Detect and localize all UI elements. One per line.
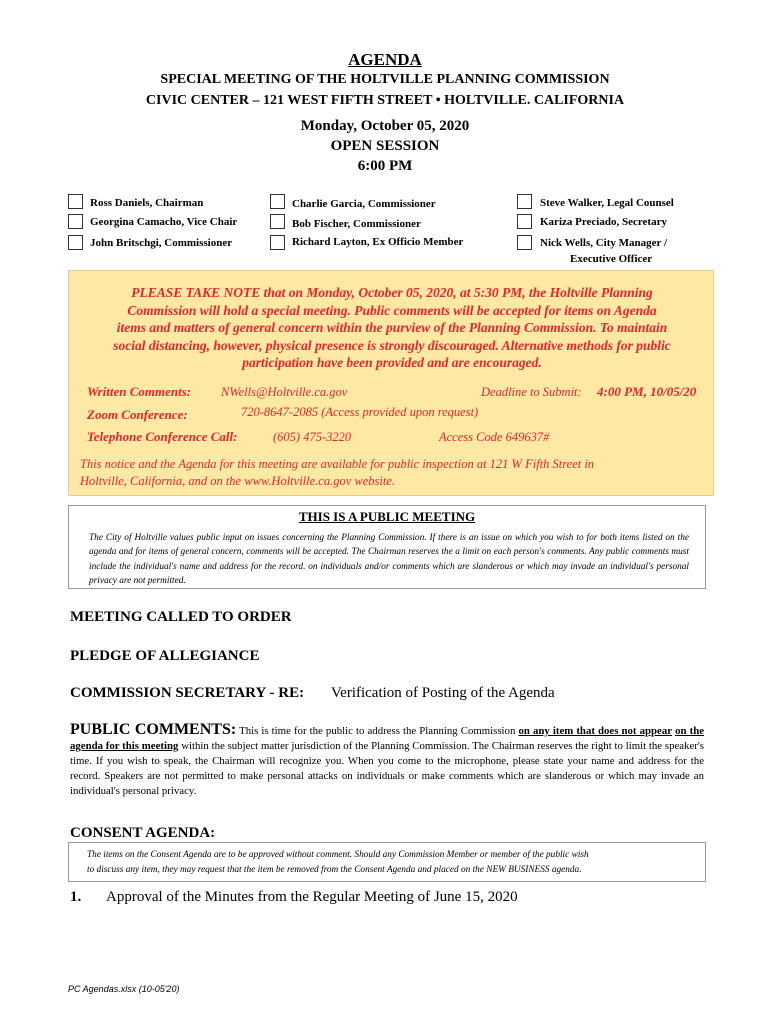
roll-name: Bob Fischer, Commissioner bbox=[292, 218, 421, 230]
public-comments-rest: within the subject matter jurisdiction of the Planning Commission. The Chairman reserves the right to limit the speaker's time. If you wish to speak, the Chairman will recognize you. When you come to the microphone, please state your name and address for the record. Speakers are not permitted to make personal attacks on individuals or make comments which are slanderous or which may invade an individual's personal privacy. bbox=[70, 740, 704, 797]
consent-agenda-text bbox=[87, 848, 687, 877]
public-comments-heading: PUBLIC COMMENTS: bbox=[70, 721, 237, 738]
roll-checkbox-fischer[interactable] bbox=[270, 214, 285, 229]
public-comments-emphasis: on the agenda for this meeting bbox=[70, 725, 705, 752]
meeting-date: Monday, October 05, 2020 bbox=[300, 118, 470, 134]
access-code: Access Code 649637# bbox=[439, 430, 550, 444]
roll-checkbox-garcia[interactable] bbox=[270, 194, 285, 209]
secretary-item: Verification of Posting of the Agenda bbox=[331, 685, 555, 701]
roll-name: Charlie Garcia, Commissioner bbox=[292, 198, 436, 210]
roll-name: Richard Layton, Ex Officio Member bbox=[292, 236, 464, 248]
phone-label: Telephone Conference Call: bbox=[87, 429, 238, 444]
deadline-label: Deadline to Submit: bbox=[481, 385, 582, 399]
roll-name: Nick Wells, City Manager / bbox=[540, 237, 668, 249]
notice-line: participation have been provided and are encouraged. bbox=[242, 355, 542, 371]
roll-name: Ross Daniels, Chairman bbox=[90, 197, 204, 209]
session-label: OPEN SESSION bbox=[330, 138, 440, 154]
roll-checkbox-daniels[interactable] bbox=[68, 194, 83, 209]
availability-note bbox=[80, 456, 710, 490]
section-pledge: PLEDGE OF ALLEGIANCE bbox=[70, 648, 260, 664]
zoom-value: 720-8647-2085 (Access provided upon request) bbox=[241, 405, 479, 419]
agenda-item-number: 1. bbox=[70, 889, 82, 905]
roll-name: Georgina Camacho, Vice Chair bbox=[90, 216, 238, 228]
section-called-to-order: MEETING CALLED TO ORDER bbox=[70, 609, 292, 625]
deadline-value: 4:00 PM, 10/05/20 bbox=[597, 384, 697, 399]
meeting-subtitle: SPECIAL MEETING OF THE HOLTVILLE PLANNING COMMISSION bbox=[160, 72, 610, 87]
notice-paragraph bbox=[84, 284, 700, 372]
roll-checkbox-wells[interactable] bbox=[517, 235, 532, 250]
written-comments-label: Written Comments: bbox=[87, 384, 192, 399]
consent-line: to discuss any item, they may request that the item be removed from the Consent Agenda and placed on the NEW BUSINESS agenda. bbox=[87, 864, 582, 875]
public-comments-intro: This is time for the public to address the Planning Commission bbox=[239, 725, 516, 737]
roll-name: Kariza Preciado, Secretary bbox=[540, 216, 667, 228]
zoom-label: Zoom Conference: bbox=[87, 407, 188, 422]
roll-checkbox-preciado[interactable] bbox=[517, 214, 532, 229]
notice-line: PLEASE TAKE NOTE that on Monday, October 05, 2020, at 5:30 PM, the Holtville Planning bbox=[131, 285, 653, 300]
public-meeting-box bbox=[68, 505, 706, 589]
notice-line: social distancing, however, physical presence is strongly discouraged. Alternative methods for public bbox=[113, 337, 671, 353]
roll-checkbox-layton[interactable] bbox=[270, 235, 285, 250]
availability-line: Holtville, California, and on the www.Holtville.ca.gov website. bbox=[80, 474, 396, 488]
public-comments bbox=[70, 722, 704, 799]
roll-name: John Britschgi, Commissioner bbox=[90, 237, 233, 249]
roll-checkbox-walker[interactable] bbox=[517, 194, 532, 209]
meeting-time: 6:00 PM bbox=[357, 158, 413, 174]
consent-agenda-box bbox=[68, 842, 706, 882]
consent-line: The items on the Consent Agenda are to be approved without comment. Should any Commission Member or member of the public wish bbox=[87, 850, 589, 860]
consent-agenda-heading: CONSENT AGENDA: bbox=[70, 825, 216, 841]
section-secretary: COMMISSION SECRETARY - RE: bbox=[70, 685, 305, 701]
roll-checkbox-britschgi[interactable] bbox=[68, 235, 83, 250]
meeting-location: CIVIC CENTER – 121 WEST FIFTH STREET • HOLTVILLE. CALIFORNIA bbox=[145, 93, 625, 108]
roll-checkbox-camacho[interactable] bbox=[68, 214, 83, 229]
public-meeting-text: The City of Holtville values public input on issues concerning the Planning Commission. If there is an issue on which you wish to for both items listed on the agenda and for items of general concern, comments will be accepted. The Chairman reserves the a limit on each person's comments. Any public comments must include the individual's name and address for the record. on individuals and/or comments which are slanderous or which may invade an individual's personal privacy are not permitted. bbox=[89, 533, 689, 586]
availability-line: This notice and the Agenda for this meeting are available for public inspection at 121 W Fifth Street in bbox=[80, 457, 595, 471]
public-comments-emphasis: on any item that does not appear bbox=[518, 725, 673, 737]
page-title: AGENDA bbox=[348, 50, 422, 69]
phone-value: (605) 475-3220 bbox=[273, 430, 352, 444]
roll-name: Steve Walker, Legal Counsel bbox=[540, 197, 674, 209]
roll-name-continued: Executive Officer bbox=[570, 253, 653, 265]
public-meeting-title: THIS IS A PUBLIC MEETING bbox=[298, 509, 476, 524]
notice-line: items and matters of general concern within the purview of the Planning Commission. To maintain bbox=[116, 320, 668, 336]
agenda-item-text: Approval of the Minutes from the Regular Meeting of June 15, 2020 bbox=[106, 889, 518, 905]
footer-filename: PC Agendas.xlsx (10-05'20) bbox=[68, 984, 180, 994]
notice-line: Commission will hold a special meeting. Public comments will be accepted for items on Agenda bbox=[127, 302, 657, 318]
written-comments-email[interactable]: NWells@Holtville.ca.gov bbox=[221, 385, 348, 399]
special-notice-box bbox=[68, 270, 714, 496]
